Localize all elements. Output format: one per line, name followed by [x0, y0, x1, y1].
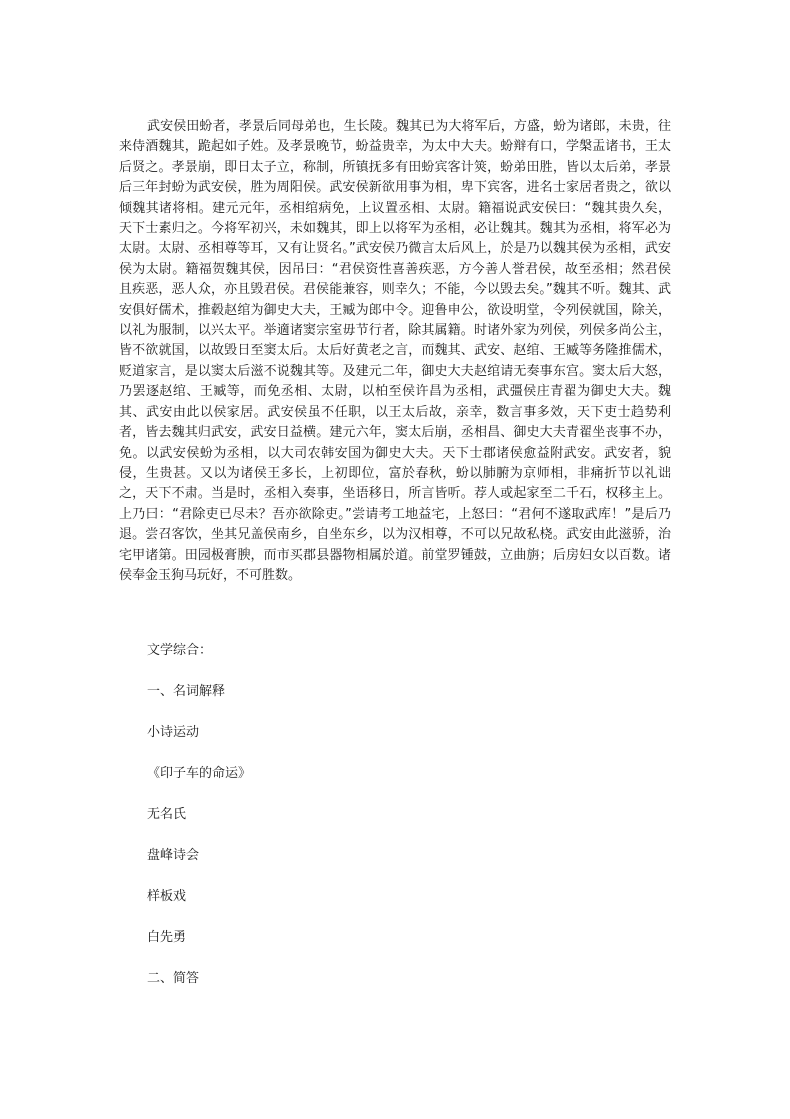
- term-item: 小诗运动: [147, 725, 200, 740]
- term-item: 样板戏: [147, 889, 187, 904]
- classical-passage: 武安侯田蚡者，孝景后同母弟也，生长陵。魏其已为大将军后，方盛，蚡为诸郎，未贵，往来侍酒魏其，跪起如子姓。及孝景晚节，蚡益贵幸，为太中大夫。蚡辩有口，学槃盂诸书，王太后贤之。孝景崩，即日太子立，称制，所镇抚多有田蚡宾客计筴，蚡弟田胜，皆以太后弟，孝景后三年封蚡为武安侯，胜为周阳侯。武安侯新欲用事为相，卑下宾客，进名士家居者贵之，欲以倾魏其诸将相。建元元年，丞相绾病免，上议置丞相、太尉。籍福说武安侯曰：“魏其贵久矣，天下士素归之。今将军初兴，未如魏其，即上以将军为丞相，必让魏其。魏其为丞相，将军必为太尉。太尉、丞相尊等耳，又有让贤名。”武安侯乃微言太后风上，於是乃以魏其侯为丞相，武安侯为太尉。籍福贺魏其侯，因吊曰：“君侯资性喜善疾恶，方今善人誉君侯，故至丞相；然君侯且疾恶，恶人众，亦且毁君侯。君侯能兼容，则幸久；不能，今以毁去矣。”魏其不听。魏其、武安俱好儒术，推毂赵绾为御史大夫，王臧为郎中令。迎鲁申公，欲设明堂，令列侯就国，除关，以礼为服制，以兴太平。举適诸窦宗室毋节行者，除其属籍。时诸外家为列侯，列侯多尚公主，皆不欲就国，以故毁日至窦太后。太后好黄老之言，而魏其、武安、赵绾、王臧等务隆推儒术，贬道家言，是以窦太后滋不说魏其等。及建元二年，御史大夫赵绾请无奏事东宫。窦太后大怒，乃罢逐赵绾、王臧等，而免丞相、太尉，以柏至侯许昌为丞相，武彊侯庄青翟为御史大夫。魏其、武安由此以侯家居。武安侯虽不任职，以王太后故，亲幸，数言事多效，天下吏士趋势利者，皆去魏其归武安，武安日益横。建元六年，窦太后崩，丞相昌、御史大夫青翟坐丧事不办，免。以武安侯蚡为丞相，以大司农韩安国为御史大夫。天下士郡诸侯愈益附武安。武安者，貌侵，生贵甚。又以为诸侯王多长，上初即位，富於春秋，蚡以肺腑为京师相，非痛折节以礼诎之，天下不肃。当是时，丞相入奏事，坐语移日，所言皆听。荐人或起家至二千石，权移主上。上乃曰：“君除吏已尽未？吾亦欲除吏。”尝请考工地益宅，上怒曰：“君何不遂取武库！”是后乃退。尝召客饮，坐其兄盖侯南乡，自坐东乡，以为汉相尊，不可以兄故私桡。武安由此滋骄，治宅甲诸第。田园极膏腴，而市买郡县器物相属於道。前堂罗锺鼓，立曲旃；后房妇女以百数。诸侯奉金玉狗马玩好，不可胜数。: [119, 119, 671, 583]
- term-item: 无名氏: [147, 807, 187, 822]
- term-item: 盘峰诗会: [147, 848, 200, 863]
- term-item: 《印子车的命运》: [147, 766, 252, 781]
- section-heading-term-explanation: 一、名词解释: [147, 684, 226, 699]
- literature-heading: 文学综合：: [147, 643, 213, 658]
- section-heading-short-answer: 二、简答: [147, 971, 200, 986]
- term-item: 白先勇: [147, 930, 187, 945]
